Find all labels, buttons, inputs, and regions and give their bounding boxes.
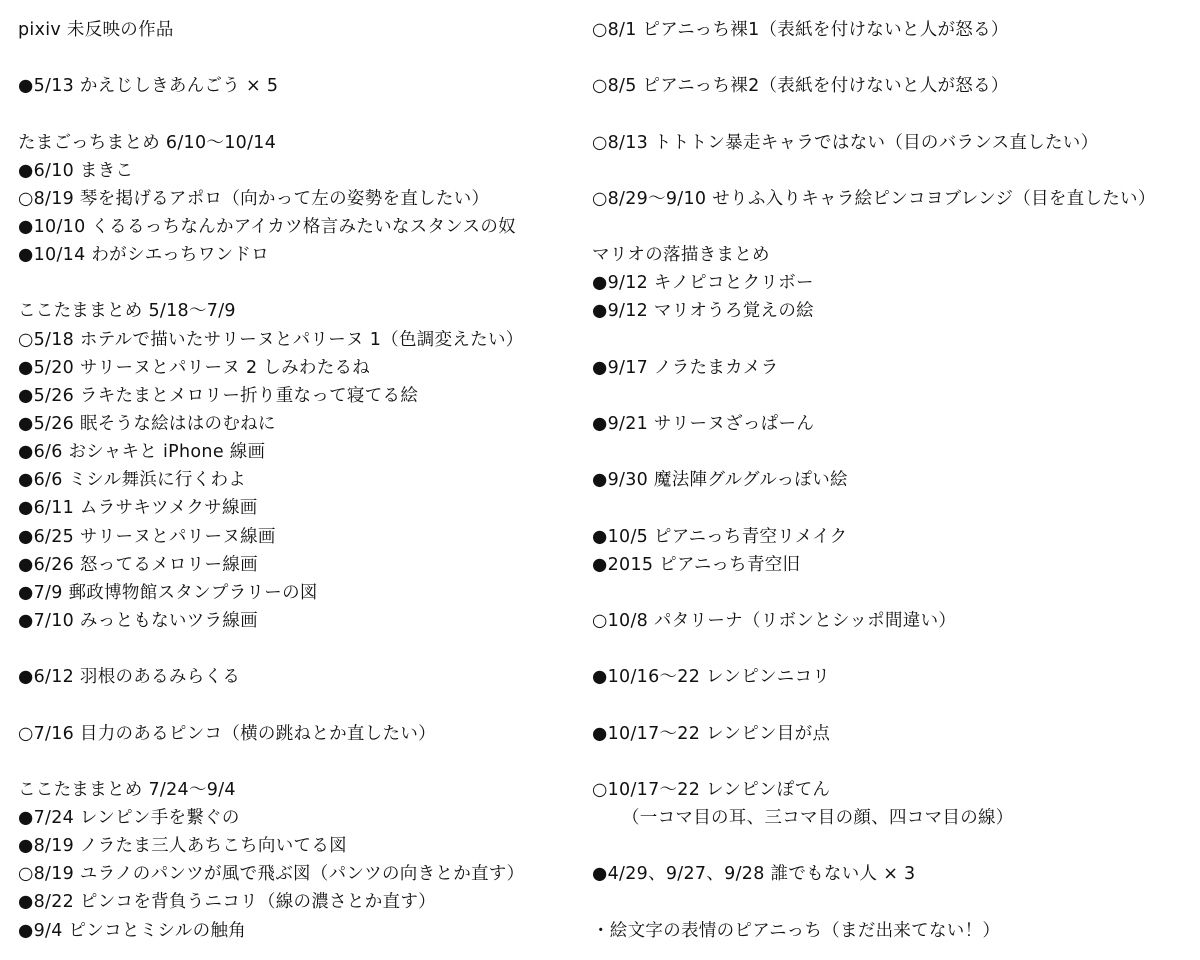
blank-line (18, 44, 588, 72)
blank-line (592, 888, 1196, 916)
text-line: ●5/13 かえじしきあんごう × 5 (18, 76, 279, 97)
text-line: ●8/19 ノラたま三人あちこち向いてる図 (18, 836, 347, 857)
text-line: ●9/4 ピンコとミシルの触角 (18, 920, 247, 941)
text-line: ○8/1 ピアニっち裸1（表紙を付けないと人が怒る） (592, 20, 1009, 40)
text-line: ○5/18 ホテルで描いたサリーヌとパリーヌ 1（色調変えたい） (18, 329, 524, 350)
text-line: たまごっちまとめ 6/10〜10/14 (18, 132, 277, 153)
blank-line (592, 213, 1196, 241)
text-line: ●6/10 まきこ (18, 160, 134, 181)
blank-line (592, 494, 1196, 522)
text-line: ●6/11 ムラサキツメクサ線画 (18, 498, 258, 519)
text-line: ●9/30 魔法陣グルグルっぽい絵 (592, 470, 848, 491)
text-line: ○8/19 琴を掲げるアポロ（向かって左の姿勢を直したい） (18, 188, 490, 209)
blank-line (18, 100, 588, 128)
text-line: ●7/9 郵政博物館スタンプラリーの図 (18, 582, 318, 603)
text-line: ○8/19 ユラノのパンツが風で飛ぶ図（パンツの向きとか直す） (18, 864, 525, 885)
blank-line (18, 635, 588, 663)
text-line: ここたままとめ 5/18〜7/9 (18, 301, 236, 322)
text-line: ●7/10 みっともないツラ線画 (18, 610, 258, 631)
blank-line (592, 382, 1196, 410)
blank-line (18, 691, 588, 719)
text-line: ●10/5 ピアニっち青空リメイク (592, 526, 848, 547)
text-line: （一コマ目の耳、三コマ目の顔、四コマ目の線） (622, 807, 1014, 828)
blank-line (592, 326, 1196, 354)
text-line: ●10/14 わがシエっちワンドロ (18, 245, 270, 266)
text-line: ●7/24 レンピン手を繋ぐの (18, 807, 240, 828)
text-line: ●8/22 ピンコを背負うニコリ（線の濃さとか直す） (18, 892, 436, 913)
text-line: ●4/29、9/27、9/28 誰でもない人 × 3 (592, 864, 916, 885)
blank-line (592, 100, 1196, 128)
text-line: マリオの落描きまとめ (592, 245, 770, 266)
blank-line (592, 44, 1196, 72)
text-line: ○10/17〜22 レンピンぽてん (592, 779, 831, 800)
text-line: ○8/5 ピアニっち裸2（表紙を付けないと人が怒る） (592, 76, 1009, 97)
text-line: ●5/26 ラキたまとメロリー折り重なって寝てる絵 (18, 385, 419, 406)
text-line: ●9/21 サリーヌざっぱーん (592, 413, 815, 434)
text-line: ○10/8 パタリーナ（リボンとシッポ間違い） (592, 610, 957, 631)
text-line: ○8/29〜9/10 せりふ入りキャラ絵ピンコヨブレンジ（目を直したい） (592, 188, 1156, 209)
text-line: ●9/12 キノピコとクリボー (592, 273, 814, 294)
text-line: ●6/25 サリーヌとパリーヌ線画 (18, 526, 276, 547)
text-line: ●6/6 ミシル舞浜に行くわよ (18, 470, 247, 491)
blank-line (592, 832, 1196, 860)
text-line: ●5/20 サリーヌとパリーヌ 2 しみわたるね (18, 357, 371, 378)
text-line: ●6/6 おシャキと iPhone 線画 (18, 442, 266, 463)
text-line: ●10/16〜22 レンピンニコリ (592, 667, 831, 688)
blank-line (592, 748, 1196, 776)
blank-line (592, 438, 1196, 466)
left-column (18, 16, 588, 945)
text-line: ○8/13 トトトン暴走キャラではない（目のバランス直したい） (592, 132, 1099, 153)
right-column (592, 16, 1196, 945)
text-line: ●5/26 眠そうな絵ははのむねに (18, 413, 276, 434)
text-line: ●6/12 羽根のあるみらくる (18, 667, 241, 688)
text-line: ●10/17〜22 レンピン目が点 (592, 723, 831, 744)
blank-line (592, 157, 1196, 185)
text-line: ここたままとめ 7/24〜9/4 (18, 779, 236, 800)
text-line: pixiv 未反映の作品 (18, 20, 174, 40)
blank-line (592, 691, 1196, 719)
blank-line (592, 579, 1196, 607)
text-line: ●2015 ピアニっち青空旧 (592, 554, 801, 575)
text-line: ・絵文字の表情のピアニっち（まだ出来てない！） (592, 920, 1001, 941)
text-line: ●6/26 怒ってるメロリー線画 (18, 554, 258, 575)
blank-line (18, 748, 588, 776)
text-line: ○7/16 目力のあるピンコ（横の跳ねとか直したい） (18, 723, 436, 744)
blank-line (18, 269, 588, 297)
text-line: ●10/10 くるるっちなんかアイカツ格言みたいなスタンスの奴 (18, 216, 516, 237)
blank-line (592, 635, 1196, 663)
text-line: ●9/12 マリオうろ覚えの絵 (592, 301, 814, 322)
text-line: ●9/17 ノラたまカメラ (592, 357, 779, 378)
